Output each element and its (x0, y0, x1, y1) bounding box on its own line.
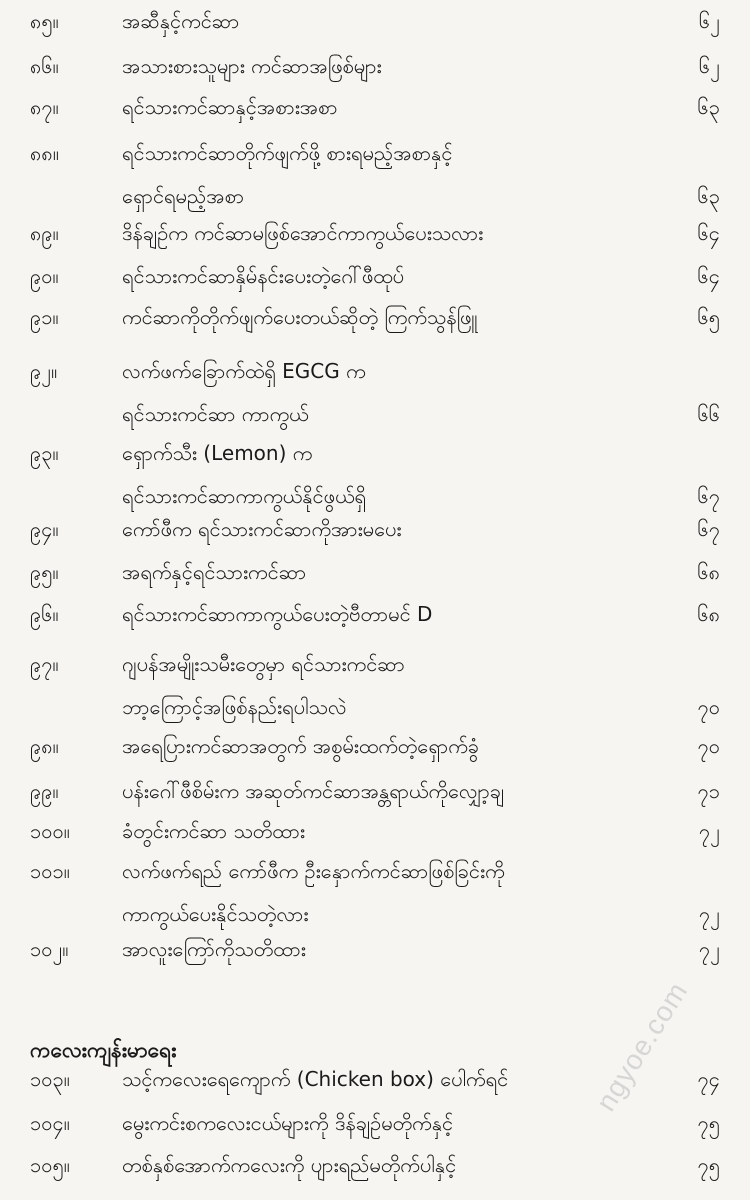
entry-page-number: ၆၆ (697, 402, 720, 426)
entry-number: ၁၀၄။ (30, 1111, 70, 1135)
entry-title-line: ရှောင်ရမည့်အစာ (122, 184, 245, 208)
watermark: ngyoe.com (590, 976, 694, 1117)
entry-title-line: ကင်ဆာကိုတိုက်ဖျက်ပေးတယ်ဆိုတဲ့ ကြက်သွန်ဖြူ (122, 305, 478, 329)
entry-page-number: ၇၀ (697, 695, 720, 719)
entry-page-number: ၆၃ (697, 184, 720, 208)
section-heading: ကလေးကျန်းမာရေး (30, 1038, 177, 1062)
entry-number: ၉၅။ (30, 560, 59, 584)
entry-title-line: ရှောက်သီး (Lemon) က (122, 441, 313, 465)
entry-number: ၉၃။ (30, 441, 59, 465)
entry-page-number: ၆၈ (697, 602, 720, 626)
entry-title-line: အဆီနှင့်ကင်ဆာ (122, 9, 240, 33)
entry-title-line: ခံတွင်းကင်ဆာ သတိထား (122, 819, 305, 843)
entry-number: ၈၆။ (30, 54, 59, 78)
entry-number: ၈၉။ (30, 221, 59, 245)
entry-page-number: ၆၈ (697, 560, 720, 584)
entry-page-number: ၆၂ (698, 9, 720, 33)
entry-title-line: အရေပြားကင်ဆာအတွက် အစွမ်းထက်တဲ့ရှောက်ခွံ (122, 734, 480, 758)
entry-number: ၉၁။ (30, 305, 59, 329)
entry-title-line: ရင်သားကင်ဆာကာကွယ်နိုင်ဖွယ်ရှိ (122, 484, 366, 508)
entry-number: ၉၂။ (30, 359, 58, 383)
entry-page-number: ၇၅ (697, 1153, 720, 1177)
entry-number: ၁၀၃။ (30, 1067, 70, 1091)
entry-number: ၈၅။ (30, 9, 59, 33)
entry-title-line: ရင်သားကင်ဆာနှင့်အစားအစာ (122, 95, 338, 119)
entry-title-line: ဘာ့ကြောင့်အဖြစ်နည်းရပါသလဲ (122, 695, 347, 719)
entry-page-number: ၇၂ (698, 937, 720, 961)
entry-page-number: ၇၁ (697, 779, 720, 803)
entry-title-line: ဒိန်ချဉ်က ကင်ဆာမဖြစ်အောင်ကာကွယ်ပေးသလား (122, 221, 484, 245)
entry-number: ၉၄။ (30, 517, 59, 541)
entry-title-line: မွေးကင်းစကလေးငယ်များကို ဒိန်ချဉ်မတိုက်နှင့် (122, 1111, 454, 1135)
entry-number: ၉၇။ (30, 652, 59, 676)
entry-page-number: ၆၇ (697, 484, 720, 508)
entry-title-line: လက်ဖက်ခြောက်ထဲရှိ EGCG က (122, 359, 366, 383)
entry-title-line: ဂျပန်အမျိုးသမီးတွေမှာ ရင်သားကင်ဆာ (122, 652, 405, 676)
entry-title-line: ရင်သားကင်ဆာနှိမ်နင်းပေးတဲ့ဂေါ်ဖီထုပ် (122, 264, 405, 288)
entry-number: ၉၆။ (30, 602, 59, 626)
entry-page-number: ၆၂ (698, 54, 720, 78)
entry-number: ၁၀၁။ (30, 859, 70, 883)
entry-title-line: တစ်နှစ်အောက်ကလေးကို ပျားရည်မတိုက်ပါနှင့် (122, 1153, 457, 1177)
entry-page-number: ၆၅ (697, 305, 720, 329)
entry-page-number: ၇၅ (697, 1111, 720, 1135)
entry-page-number: ၆၄ (697, 264, 720, 288)
entry-title-line: ကာကွယ်ပေးနိုင်သတဲ့လား (122, 902, 309, 926)
entry-number: ၁၀၂။ (30, 937, 69, 961)
entry-number: ၁၀၅။ (30, 1153, 70, 1177)
entry-number: ၉၉။ (30, 779, 59, 803)
entry-number: ၉၈။ (30, 734, 59, 758)
entry-title-line: အာလူးကြော်ကိုသတိထား (122, 937, 306, 961)
entry-page-number: ၇၂ (698, 902, 720, 926)
entry-number: ၁၀၀။ (30, 819, 70, 843)
entry-title-line: ရင်သားကင်ဆာကာကွယ်ပေးတဲ့ဗီတာမင် D (122, 602, 433, 626)
entry-title-line: အရက်နှင့်ရင်သားကင်ဆာ (122, 560, 307, 584)
entry-title-line: လက်ဖက်ရည် ကော်ဖီက ဦးနှောက်ကင်ဆာဖြစ်ခြင်းကို (122, 859, 505, 883)
entry-page-number: ၆၇ (697, 517, 720, 541)
entry-title-line: ပန်းဂေါ်ဖီစိမ်းက အဆုတ်ကင်ဆာအန္တရာယ်ကိုလျှော့ချ (122, 779, 505, 803)
entry-title-line: ရင်သားကင်ဆာ ကာကွယ် (122, 402, 309, 426)
entry-title-line: အသားစားသူများ ကင်ဆာအဖြစ်များ (122, 54, 382, 78)
entry-title-line: ကော်ဖီက ရင်သားကင်ဆာကိုအားမပေး (122, 517, 402, 541)
entry-page-number: ၇၀ (697, 734, 720, 758)
entry-title-line: သင့်ကလေးရေကျောက် (Chicken box) ပေါက်ရင် (122, 1067, 509, 1091)
entry-title-line: ရင်သားကင်ဆာတိုက်ဖျက်ဖို့ စားရမည့်အစာနှင့် (122, 141, 453, 165)
entry-number: ၈၈။ (30, 141, 59, 165)
entry-page-number: ၆၄ (697, 221, 720, 245)
entry-page-number: ၇၂ (698, 819, 720, 843)
entry-number: ၈၇။ (30, 95, 59, 119)
entry-number: ၉၀။ (30, 264, 59, 288)
entry-page-number: ၇၄ (697, 1067, 720, 1091)
entry-page-number: ၆၃ (697, 95, 720, 119)
